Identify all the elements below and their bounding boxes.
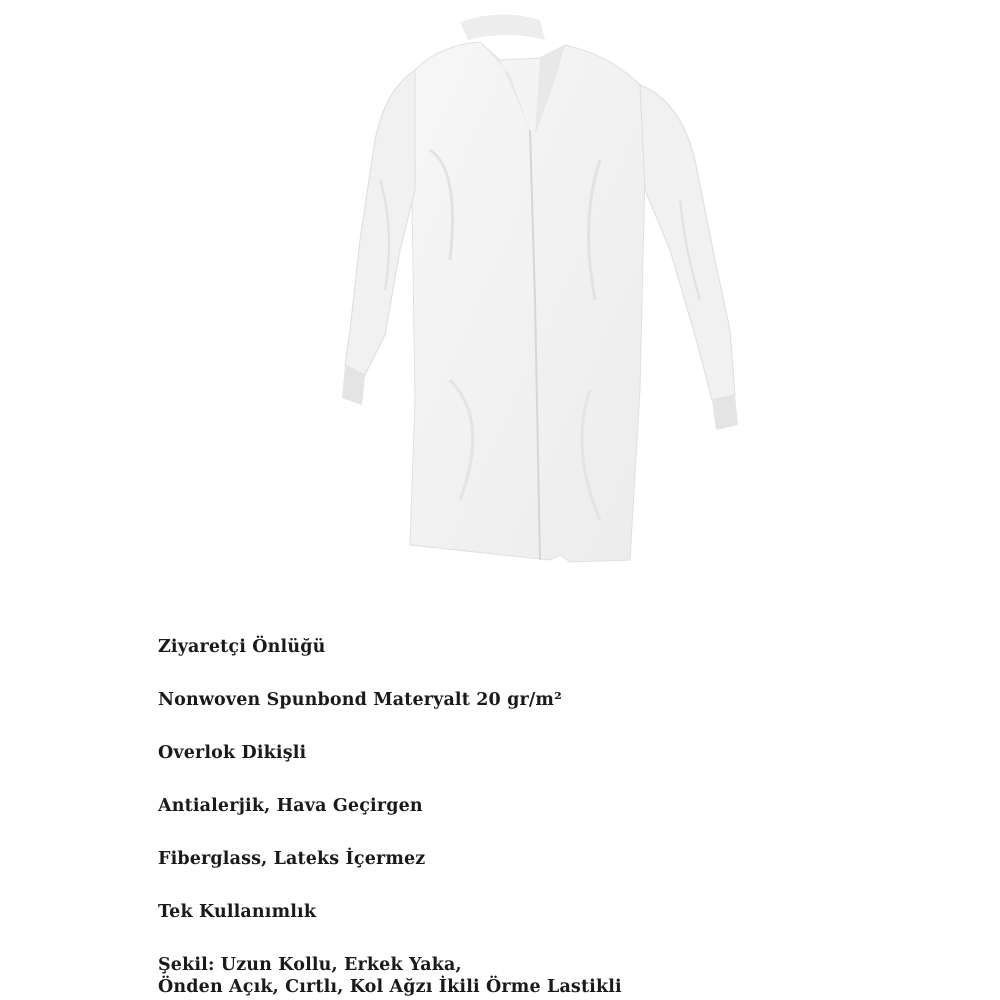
product-features [158,636,958,998]
feature-stitching: Overlok Dikişli [158,743,307,763]
feature-material: Nonwoven Spunbond Materyalt 20 gr/m² [158,690,562,710]
feature-product-name: Ziyaretçi Önlüğü [158,637,326,657]
lab-coat-illustration [340,0,840,600]
feature-shape-line-1: Şekil: Uzun Kollu, Erkek Yaka, [158,955,462,975]
feature-free-of: Fiberglass, Lateks İçermez [158,849,426,869]
feature-single-use: Tek Kullanımlık [158,902,317,922]
product-image [340,0,840,600]
feature-properties: Antialerjik, Hava Geçirgen [158,796,423,816]
feature-shape [158,954,958,998]
feature-shape-line-2: Önden Açık, Cırtlı, Kol Ağzı İkili Örme Lastikli [158,977,622,997]
